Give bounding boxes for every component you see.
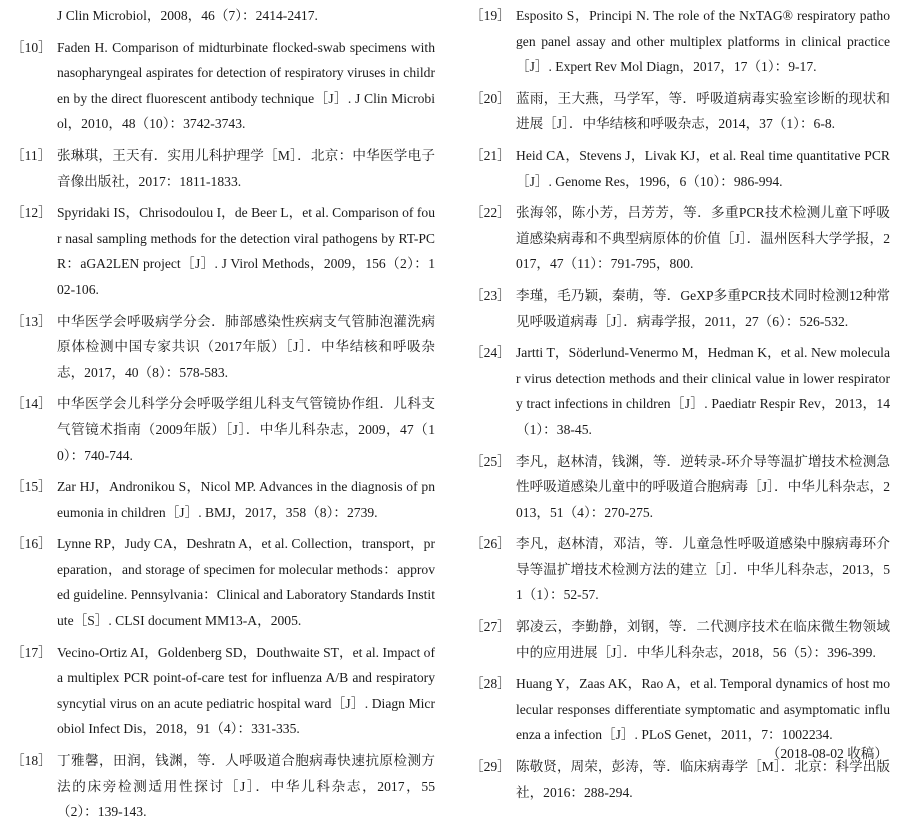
reference-text: Lynne RP，Judy CA，Deshratn A，et al. Collection，transport，preparation，and storage of specimen for molecular methods：approved guideline. Pennsylvania：Clinical and Laboratory Standards Institute［S］. CLSI document MM13-A，2005. <box>57 536 435 629</box>
reference-number: ［23］ <box>470 287 511 303</box>
reference-number: ［28］ <box>470 676 511 692</box>
reference-text: Esposito S，Principi N. The role of the NxTAG® respiratory pathogen panel assay and other multiplex platforms in clinical practice［J］. Expert Rev Mol Diagn，2017，17（1）：9-17. <box>516 8 890 75</box>
reference-text: Zar HJ，Andronikou S，Nicol MP. Advances in the diagnosis of pneumonia in children［J］. BMJ，2017，358（8）：2739. <box>57 479 435 520</box>
reference-column-left <box>11 3 435 831</box>
reference-number: ［13］ <box>11 313 52 329</box>
reference-number: ［18］ <box>11 753 52 769</box>
reference-number: ［11］ <box>11 147 52 163</box>
reference-number: ［17］ <box>11 644 52 660</box>
reference-item <box>470 200 890 277</box>
reference-number: ［25］ <box>470 453 511 469</box>
reference-text: 郭凌云，李勤静，刘钢，等．二代测序技术在临床微生物领域中的应用进展［J］．中华儿科杂志，2018，56（5）：396-399. <box>516 619 890 660</box>
reference-text: 丁雅馨，田润，钱渊，等．人呼吸道合胞病毒快速抗原检测方法的床旁检测适用性探讨［J］．中华儿科杂志，2017，55（2）：139-143. <box>57 753 435 820</box>
reference-text: 张琳琪，王天有．实用儿科护理学［M］．北京：中华医学电子音像出版社，2017：1811-1833. <box>57 147 435 189</box>
reference-item <box>11 309 435 386</box>
reference-text: 陈敬贤，周荣，彭涛，等．临床病毒学［M］．北京：科学出版社，2016：288-294. <box>516 759 890 800</box>
reference-item <box>470 671 890 748</box>
received-date: （2018-08-02 收稿） <box>766 746 888 761</box>
reference-number: ［27］ <box>470 619 511 635</box>
reference-text: Huang Y，Zaas AK，Rao A，et al. Temporal dynamics of host molecular responses differentiate symptomatic and asymptomatic influenza a infection［J］. PLoS Genet，2011，7：1002234. <box>516 676 890 743</box>
reference-item <box>11 35 435 137</box>
reference-number: ［12］ <box>11 205 52 221</box>
reference-item <box>470 531 890 608</box>
reference-item <box>470 340 890 442</box>
reference-item <box>11 143 435 194</box>
reference-item <box>11 474 435 525</box>
reference-number: ［19］ <box>470 8 511 23</box>
reference-item <box>470 143 890 194</box>
continued-reference: J Clin Microbiol，2008，46（7）：2414-2417. <box>57 8 318 23</box>
reference-text: Faden H. Comparison of midturbinate flocked-swab specimens with nasopharyngeal aspirates for detection of respiratory viruses in children by the direct fluorescent antibody technique［J］. J Clin Microbiol，2010，48（10）：3742-3743. <box>57 39 435 132</box>
reference-number: ［10］ <box>11 39 52 55</box>
reference-text: Heid CA，Stevens J，Livak KJ，et al. Real time quantitative PCR［J］. Genome Res，1996，6（10）：986-994. <box>516 147 890 189</box>
reference-number: ［26］ <box>470 536 511 552</box>
reference-number: ［14］ <box>11 396 52 412</box>
reference-item <box>11 640 435 742</box>
reference-text: 中华医学会儿科学分会呼吸学组儿科支气管镜协作组．儿科支气管镜术指南（2009年版）［J］．中华儿科杂志，2009，47（10）：740-744. <box>57 396 435 463</box>
reference-item <box>11 531 435 633</box>
reference-text: 李凡，赵林清，钱渊，等．逆转录-环介导等温扩增技术检测急性呼吸道感染儿童中的呼吸道合胞病毒［J］．中华儿科杂志，2013，51（4）：270-275. <box>516 453 890 520</box>
reference-item <box>470 86 890 137</box>
reference-text: 张海邻，陈小芳，吕芳芳，等．多重PCR技术检测儿童下呼吸道感染病毒和不典型病原体的价值［J］．温州医科大学学报，2017，47（11）：791-795，800. <box>516 205 890 272</box>
reference-number: ［20］ <box>470 90 511 106</box>
reference-number: ［29］ <box>470 759 511 775</box>
reference-number: ［24］ <box>470 345 511 361</box>
reference-text: 李瑾，毛乃颖，秦萌，等．GeXP多重PCR技术同时检测12种常见呼吸道病毒［J］．病毒学报，2011，27（6）：526-532. <box>516 287 890 329</box>
reference-text: 蓝雨，王大燕，马学军，等．呼吸道病毒实验室诊断的现状和进展［J］．中华结核和呼吸杂志，2014，37（1）：6-8. <box>516 90 890 132</box>
reference-item <box>470 3 890 80</box>
reference-item <box>470 283 890 334</box>
reference-column-right <box>470 3 890 811</box>
reference-item <box>11 391 435 468</box>
reference-text: 李凡，赵林清，邓洁，等．儿童急性呼吸道感染中腺病毒环介导等温扩增技术检测方法的建立［J］．中华儿科杂志，2013，51（1）：52-57. <box>516 536 890 603</box>
reference-number: ［21］ <box>470 147 511 163</box>
reference-item <box>470 614 890 665</box>
reference-number: ［22］ <box>470 205 511 221</box>
reference-text: 中华医学会呼吸病学分会．肺部感染性疾病支气管肺泡灌洗病原体检测中国专家共识（2017年版）［J］．中华结核和呼吸杂志，2017，40（8）：578-583. <box>57 313 435 380</box>
reference-item <box>11 200 435 302</box>
reference-text: Spyridaki IS，Chrisodoulou I，de Beer L，et al. Comparison of four nasal sampling methods for the detection viral pathogens by RT-PCR：aGA2LEN project［J］. J Virol Methods，2009，156（2）：102-106. <box>57 205 435 297</box>
reference-text: Vecino-Ortiz AI，Goldenberg SD，Douthwaite ST，et al. Impact of a multiplex PCR point-of-care test for influenza A/B and respiratory syncytial virus on an acute pediatric hospital ward［J］. Diagn Microbiol Infect Dis，2018，91（4）：331-335. <box>57 644 435 737</box>
reference-item <box>470 449 890 526</box>
reference-number: ［15］ <box>11 479 52 495</box>
reference-text: Jartti T，Söderlund-Venermo M，Hedman K，et al. New molecular virus detection methods and their clinical value in lower respiratory tract infections in children［J］. Paediatr Respir Rev，2013，14（1）：38-45. <box>516 345 890 437</box>
reference-item <box>11 748 435 825</box>
reference-number: ［16］ <box>11 536 52 552</box>
